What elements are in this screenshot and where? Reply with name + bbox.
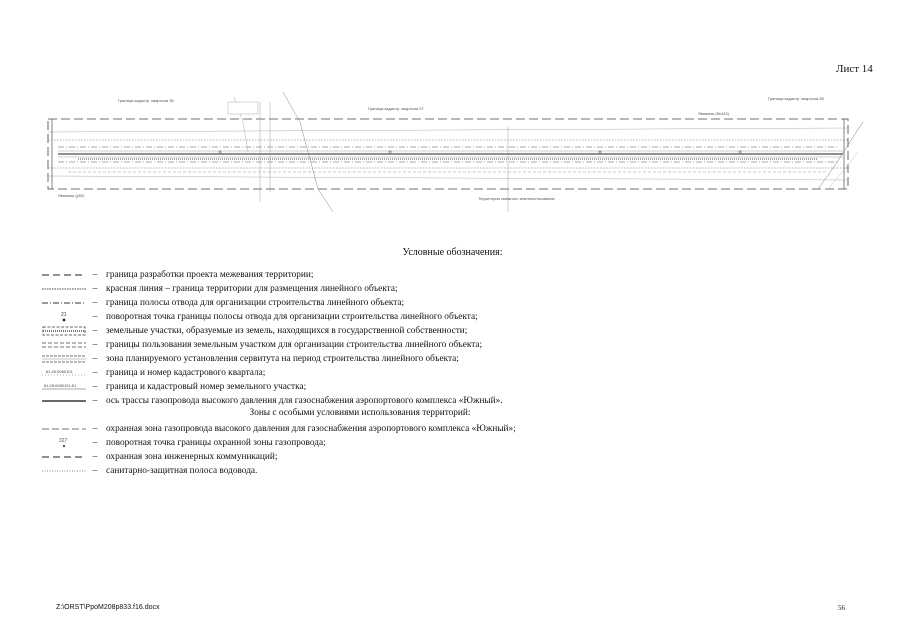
legend-text: граница и кадастровый номер земельного участка; [106, 382, 307, 392]
legend-item: – охранная зона газопровода высокого давления для газоснабжения аэропортового комплекса «Южный»; [40, 422, 620, 436]
svg-text:61:25:0060101:51: 61:25:0060101:51 [44, 383, 77, 388]
plan-label-quarter-37: Граница кадастр. квартала 37 [368, 106, 424, 111]
legend-text: граница разработки проекта межевания территории; [106, 270, 314, 280]
plan-label-neighbour: Территория смежного землепользования [478, 196, 555, 201]
cadastral-quarter-symbol [40, 366, 88, 380]
land-use-boundary-symbol [40, 338, 88, 352]
state-land-symbol [40, 324, 88, 338]
right-of-way-symbol [40, 296, 88, 310]
legend-item: – охранная зона инженерных коммуникаций; [40, 450, 620, 464]
legend-item: 61:25:0060101 – граница и номер кадастрового квартала; [40, 366, 620, 380]
legend-item: – ось трассы газопровода высокого давления для газоснабжения аэропортового комплекса «Южный». [40, 394, 620, 408]
legend-text: граница и номер кадастрового квартала; [106, 368, 266, 378]
sheet-label: Лист 14 [836, 63, 873, 75]
svg-text:61:25:0060101: 61:25:0060101 [46, 369, 73, 374]
zone-turning-point-symbol [40, 436, 88, 450]
legend-item: – земельные участки, образуемые из земель, находящихся в государственной собственности; [40, 324, 620, 338]
red-line-symbol [40, 282, 88, 296]
legend-item: – зона планируемого установления сервитута на период строительства линейного объекта; [40, 352, 620, 366]
plan-label-quarter-36: Граница кадастр. квартала 36 [118, 98, 174, 103]
legend-text: охранная зона инженерных коммуникаций; [106, 452, 278, 462]
page-number: 56 [838, 604, 845, 612]
legend-text: границы пользования земельным участком для организации строительства линейного объекта; [106, 340, 483, 350]
legend-text: зона планируемого установления сервитута на период строительства линейного объекта; [106, 354, 459, 364]
plan-label-mark-52: Ямиянак (у52) [58, 193, 85, 198]
svg-text:327: 327 [59, 438, 68, 444]
legend-item: – граница полосы отвода для организации строительства линейного объекта; [40, 296, 620, 310]
document-path: Z:\ORST\PpoM208p833.f16.docx [56, 604, 160, 611]
zones-title: Зоны с особыми условиями использования территорий: [249, 408, 471, 418]
legend [40, 268, 620, 478]
pipeline-axis-symbol [40, 394, 88, 408]
boundary-symbol [40, 268, 88, 282]
parcel-symbol [40, 380, 88, 394]
legend-text: ось трассы газопровода высокого давления для газоснабжения аэропортового комплекса «Южный». [106, 396, 503, 406]
legend-text: земельные участки, образуемые из земель, находящихся в государственной собственности; [106, 326, 468, 336]
legend-item: – граница разработки проекта межевания территории; [40, 268, 620, 282]
svg-text:21: 21 [61, 312, 67, 318]
utilities-protection-zone-symbol [40, 450, 88, 464]
legend-item: 21 – поворотная точка границы полосы отвода для организации строительства линейного объекта; [40, 310, 620, 324]
turning-point-symbol [40, 310, 88, 324]
legend-text: охранная зона газопровода высокого давления для газоснабжения аэропортового комплекса «Южный»; [106, 424, 516, 434]
legend-text: красная линия – граница территории для размещения линейного объекта; [106, 284, 398, 294]
plan-label-quarter-38: Граница кадастр. квартала 38 [768, 96, 824, 101]
legend-item: 327 – поворотная точка границы охранной зоны газопровода; [40, 436, 620, 450]
legend-item: 61:25:0060101:51 – граница и кадастровый номер земельного участка; [40, 380, 620, 394]
plan-label-mark-143: Ямиянак (№143) [698, 111, 729, 116]
legend-text: поворотная точка границы полосы отвода для организации строительства линейного объекта; [106, 312, 478, 322]
site-plan-drawing [38, 82, 868, 217]
legend-text: санитарно-защитная полоса водовода. [106, 466, 258, 476]
gas-protection-zone-symbol [40, 422, 88, 436]
legend-item: – границы пользования земельным участком для организации строительства линейного объекта; [40, 338, 620, 352]
legend-title: Условные обозначения: [402, 247, 503, 258]
servitude-symbol [40, 352, 88, 366]
legend-item: – санитарно-защитная полоса водовода. [40, 464, 620, 478]
legend-text: граница полосы отвода для организации строительства линейного объекта; [106, 298, 405, 308]
legend-text: поворотная точка границы охранной зоны газопровода; [106, 438, 326, 448]
legend-item: – красная линия – граница территории для размещения линейного объекта; [40, 282, 620, 296]
sanitary-strip-symbol [40, 464, 88, 478]
